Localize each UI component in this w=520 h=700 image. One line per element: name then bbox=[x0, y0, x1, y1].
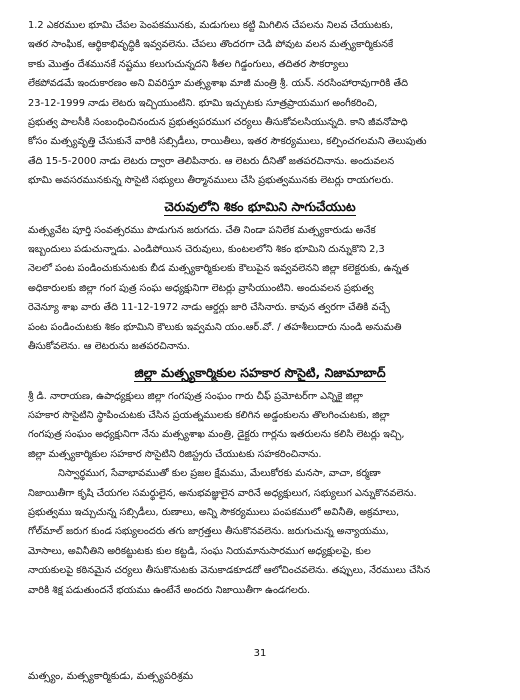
body-paragraph bbox=[28, 221, 492, 357]
body-paragraph bbox=[28, 16, 492, 191]
text-line: భూమి అవసరమునకున్న సొసైటి సభ్యులు తీర్మానములు చేసి ప్రభుత్వమునకు లెటర్లు రాయగలరు. bbox=[28, 175, 394, 187]
section-heading-text: జిల్లా మత్స్యకార్మికుల సహకార సొసైటి, నిజామాబాద్ bbox=[134, 364, 386, 380]
text-line: తీసుకోవలెను. ఆ లెటరును జతపరచినాను. bbox=[28, 341, 190, 353]
text-line: 1.2 ఎకరముల భూమి చేపల పెంపకమునకు, మడుగులు కట్టి మిగిలిన చేపలను నిలవ చేయుటకు, bbox=[28, 20, 394, 31]
text-line: అధికారులకు జిల్లా గంగ పుత్ర సంఘ అధ్యక్షునిగా లెటర్లు వ్రాసియుంటిని. అందువలన ప్రభుత్వ bbox=[28, 282, 374, 294]
text-line: ప్రభుత్వము ఇచ్చుచున్న సబ్సిడీలు, రుణాలు, అన్ని సౌకర్యములు పంపకములో అవినీతి, అక్రమాలు, bbox=[28, 506, 400, 518]
text-line: 23-12-1999 నాడు లెటరు ఇచ్చియుంటిని. భూమి ఇచ్చుటకు సూత్రప్రాయముగ అంగీకరించి, bbox=[28, 97, 378, 109]
text-line: సహకార సొసైటిని స్థాపించుటకు చేసిన ప్రయత్నములకు కలిగిన అడ్డంకులను తొలగించుటకు, జిల్లా bbox=[28, 409, 390, 421]
text-line: నిస్వార్థముగ, సేవాభావముతో కుల ప్రజల క్షేమము, మేలుకోరకు మనసా, వాచా, కర్మణా bbox=[58, 468, 381, 480]
section-heading bbox=[28, 198, 492, 216]
section-heading-text: చెరువులోని శికం భూమిని సాగుచేయుట bbox=[164, 198, 356, 214]
text-line: ప్రభుత్వ పాలసీకి సంబంధించినందున ప్రభుత్వపరముగ చర్యలు తీసుకోవలసియున్నది. కాని జీవనోపాధి bbox=[28, 117, 408, 129]
text-line: రెవెన్యూ శాఖ వారు తేది 11-12-1972 నాడు ఆర్డర్లు జారి చేసినారు. కావున త్వరగా చేతికి వచ్చే bbox=[28, 302, 390, 314]
text-line: జిల్లా మత్స్యకార్మికుల సహకార సొసైటిని రిజిస్ట్రరు చేయుటకు సహకరించినాను. bbox=[28, 448, 322, 460]
text-line: కోసం మత్స్యవృత్తి చేసుకునే వారికి సబ్సిడీలు, రాయితీలు, ఇతర సౌకర్యములు, కల్పించగలమని తెలుపుతు bbox=[28, 136, 427, 148]
text-line: ఇతర సాంఘిక, ఆర్థికాభివృద్ధికి ఇవ్వవలెను. చేపలు తొందరగా చెడి పోవుట వలన మత్స్యకార్మికునకే bbox=[28, 39, 394, 51]
page-number: 31 bbox=[253, 648, 267, 659]
text-line: నాయకులపై కఠినమైన చర్యలు తీసుకొనుటకు వెనుకాడకూడదో ఆలోచించవలెను. తప్పులు, నేరములు చేసిన bbox=[28, 565, 431, 577]
body-paragraph bbox=[28, 464, 492, 600]
text-line: నిజాయితీగా కృషి చేయగల సమర్థులైన, అనుభవజ్ఞులైన వారినే అధ్యక్షులుగ, సభ్యులుగ ఎన్నుకొనవలెను. bbox=[28, 487, 417, 499]
text-line: వారికి శిక్ష పడుతుందనే భయము ఉంటేనే అందరు నిజాయితీగా ఉండగలరు. bbox=[28, 584, 311, 596]
text-line: శ్రీ డి. నారాయణ, ఉపాధ్యక్షులు జిల్లా గంగపుత్ర సంఘం గారు చీఫ్ ప్రమోటర్‌గా ఎన్నికై జిల్లా bbox=[28, 390, 363, 402]
text-line: నెలలో పంట పండించుకునుటకు బీడ మత్స్యకార్మికులకు కౌలుపైన ఇవ్వవలెనని జిల్లా కలెక్టరుకు, ఉన్నత bbox=[28, 263, 409, 275]
text-line: మత్స్యవేట పూర్తి సంవత్సరము పొడుగున జరుగదు. చేతి నిండా పనిలేక మత్స్యకారుడు అనేక bbox=[28, 224, 376, 236]
text-line: గంగపుత్ర సంఘం అధ్యక్షునిగా నేను మత్స్యశాఖ మంత్రి, డైక్టరు గార్లను ఇతరులను కలిసి లెటర్లు ఇచ్చి, bbox=[28, 429, 405, 441]
text-line: తేది 15-5-2000 నాడు లెటరు ద్వారా తెలిపినారు. ఆ లెటరు దీనితో జతపరచినాను. అందువలన bbox=[28, 155, 395, 167]
page-footer bbox=[28, 648, 492, 688]
section-heading bbox=[28, 364, 492, 382]
body-paragraph bbox=[28, 387, 492, 465]
footer-title: మత్స్యం, మత్స్యకార్మికుడు, మత్స్యపరిశ్రమ bbox=[28, 671, 194, 682]
text-line: కాకు మొత్తం దేశమునకే నష్టము కలుగుచున్నదని శీతల గిడ్డంగులు, తదితర సౌకర్యాలు bbox=[28, 58, 349, 70]
text-line: ఇబ్బందులు పడుచున్నాడు. ఎండిపోయిన చెరువులు, కుంటలలోని శికం భూమిని దున్నుకొని 2,3 bbox=[28, 244, 385, 256]
text-line: పంట పండించుటకు శికం భూమిని కౌలుకు ఇవ్వమని యం.ఆర్.వో. / తహశీలుదారు నుండి అనుమతి bbox=[28, 321, 402, 333]
text-line: లేకపోవడమే ఇందుకారణం అని వివరిస్తూ మత్స్యశాఖ మాజీ మంత్రి శ్రీ. యన్. నరసింహారావుగారికి తేది bbox=[28, 78, 409, 90]
text-line: గోల్‌మాల్ జరుగ కుండ సభ్యులందరు తగు జాగ్రత్తలు తీసుకొనవలెను. జరుగుచున్న అన్యాయము, bbox=[28, 526, 389, 538]
text-line: మోసాలు, అవినీతిని అరికట్టుటకు కుల కట్టడి, సంఘ నియమానుసారముగ అధ్యక్షులపై, కుల bbox=[28, 545, 371, 557]
